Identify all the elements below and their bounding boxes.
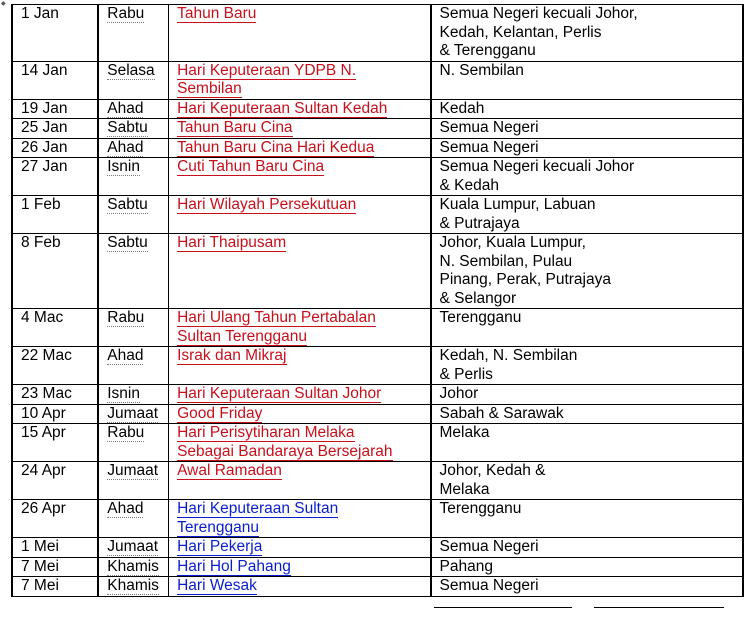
state-text: Johor, Kuala Lumpur, bbox=[439, 234, 586, 251]
states-cell bbox=[431, 138, 744, 158]
day-cell bbox=[98, 500, 168, 538]
table-row bbox=[12, 347, 743, 385]
holiday-name-link[interactable]: Hari Ulang Tahun Pertabalan bbox=[177, 309, 376, 326]
day-cell bbox=[98, 557, 168, 577]
table-row bbox=[12, 557, 743, 577]
state-text: N. Sembilan bbox=[439, 61, 524, 79]
day-cell bbox=[98, 138, 168, 158]
holiday-name-link[interactable]: Cuti Tahun Baru Cina bbox=[177, 158, 325, 175]
holiday-name-link[interactable]: Tahun Baru Cina Hari Kedua bbox=[177, 138, 375, 156]
holiday-name-link[interactable]: Hari Wesak bbox=[177, 577, 257, 594]
holiday-name-link[interactable]: Israk dan Mikraj bbox=[177, 347, 287, 364]
state-text: Kuala Lumpur, Labuan bbox=[439, 196, 596, 213]
day-label: Ahad bbox=[107, 99, 144, 117]
holiday-name-link[interactable]: Hari Keputeraan YDPB N. bbox=[177, 61, 357, 79]
states-cell bbox=[431, 309, 744, 347]
table-row bbox=[12, 234, 743, 309]
holiday-table bbox=[11, 4, 744, 597]
day-label: Khamis bbox=[107, 557, 159, 575]
states-cell bbox=[431, 577, 744, 597]
states-cell bbox=[431, 196, 744, 234]
date-cell: 27 Jan bbox=[12, 158, 98, 196]
date-cell: 25 Jan bbox=[12, 119, 98, 139]
day-cell bbox=[98, 347, 168, 385]
holiday-name-link[interactable]: Hari Hol Pahang bbox=[177, 557, 291, 575]
state-text: & Putrajaya bbox=[439, 214, 520, 232]
states-cell bbox=[431, 61, 744, 99]
holiday-name-cell bbox=[169, 500, 431, 538]
day-label: Ahad bbox=[107, 347, 144, 364]
date-cell: 10 Apr bbox=[12, 404, 98, 424]
date-cell: 24 Apr bbox=[12, 462, 98, 500]
day-cell bbox=[98, 538, 168, 558]
holiday-name-cell bbox=[169, 99, 431, 119]
table-row bbox=[12, 119, 743, 139]
day-label: Rabu bbox=[107, 424, 145, 441]
states-cell bbox=[431, 538, 744, 558]
state-text: Semua Negeri kecuali Johor, bbox=[439, 5, 638, 22]
holiday-name-cell bbox=[169, 196, 431, 234]
states-cell bbox=[431, 424, 744, 462]
state-text: Semua Negeri bbox=[439, 538, 539, 555]
divider bbox=[594, 607, 724, 608]
states-cell bbox=[431, 500, 744, 538]
states-cell bbox=[431, 557, 744, 577]
holiday-name-cell bbox=[169, 462, 431, 500]
states-cell bbox=[431, 99, 744, 119]
holiday-name-cell bbox=[169, 138, 431, 158]
date-cell: 7 Mei bbox=[12, 577, 98, 597]
holiday-name-cell bbox=[169, 61, 431, 99]
table-row bbox=[12, 158, 743, 196]
date-cell: 8 Feb bbox=[12, 234, 98, 309]
state-text: Kedah bbox=[439, 99, 485, 117]
states-cell bbox=[431, 385, 744, 405]
holiday-name-cell bbox=[169, 404, 431, 424]
day-cell bbox=[98, 196, 168, 234]
state-text: Pinang, Perak, Putrajaya bbox=[439, 271, 611, 288]
divider bbox=[434, 607, 572, 608]
day-label: Rabu bbox=[107, 5, 145, 22]
state-text: & Kedah bbox=[439, 176, 499, 194]
day-cell bbox=[98, 309, 168, 347]
day-cell bbox=[98, 158, 168, 196]
state-text: & Selangor bbox=[439, 289, 517, 307]
day-cell bbox=[98, 99, 168, 119]
holiday-name-link[interactable]: Sembilan bbox=[177, 80, 242, 97]
handle-dot-icon: ◆ bbox=[1, 1, 6, 7]
state-text: Semua Negeri bbox=[439, 138, 539, 156]
holiday-name-link[interactable]: Sultan Terengganu bbox=[177, 327, 307, 345]
holiday-name-link[interactable]: Sebagai Bandaraya Bersejarah bbox=[177, 442, 393, 460]
table-row bbox=[12, 61, 743, 99]
date-cell: 19 Jan bbox=[12, 99, 98, 119]
day-cell bbox=[98, 385, 168, 405]
table-row bbox=[12, 99, 743, 119]
day-label: Sabtu bbox=[107, 196, 148, 213]
holiday-name-cell bbox=[169, 557, 431, 577]
day-label: Jumaat bbox=[107, 404, 159, 422]
state-text: Kedah, N. Sembilan bbox=[439, 347, 578, 364]
holiday-name-cell bbox=[169, 158, 431, 196]
date-cell: 1 Jan bbox=[12, 5, 98, 62]
holiday-name-cell bbox=[169, 347, 431, 385]
selection-handle bbox=[0, 0, 6, 7]
state-text: Melaka bbox=[439, 480, 490, 498]
day-cell bbox=[98, 61, 168, 99]
day-label: Ahad bbox=[107, 138, 144, 156]
holiday-table-body bbox=[12, 5, 743, 597]
table-row bbox=[12, 462, 743, 500]
states-cell bbox=[431, 404, 744, 424]
state-text: & Perlis bbox=[439, 365, 493, 383]
state-text: Terengganu bbox=[439, 309, 522, 326]
day-label: Isnin bbox=[107, 158, 140, 175]
table-row bbox=[12, 577, 743, 597]
date-cell: 1 Feb bbox=[12, 196, 98, 234]
date-cell: 15 Apr bbox=[12, 424, 98, 462]
table-row bbox=[12, 5, 743, 62]
holiday-name-cell bbox=[169, 119, 431, 139]
holiday-name-link[interactable]: Hari Keputeraan Sultan bbox=[177, 500, 339, 517]
state-text: Sabah & Sarawak bbox=[439, 404, 564, 422]
state-text: Melaka bbox=[439, 424, 490, 441]
table-row bbox=[12, 385, 743, 405]
state-text: N. Sembilan, Pulau bbox=[439, 252, 573, 270]
states-cell bbox=[431, 158, 744, 196]
states-cell bbox=[431, 462, 744, 500]
table-row bbox=[12, 424, 743, 462]
date-cell: 22 Mac bbox=[12, 347, 98, 385]
state-text: Pahang bbox=[439, 557, 493, 575]
table-row bbox=[12, 138, 743, 158]
holiday-name-cell bbox=[169, 234, 431, 309]
holiday-name-link[interactable]: Awal Ramadan bbox=[177, 462, 282, 479]
holiday-name-link[interactable]: Hari Pekerja bbox=[177, 538, 263, 555]
holiday-name-link[interactable]: Hari Wilayah Persekutuan bbox=[177, 196, 357, 213]
day-label: Ahad bbox=[107, 500, 144, 517]
holiday-name-link[interactable]: Hari Keputeraan Sultan Kedah bbox=[177, 99, 388, 117]
date-cell: 26 Jan bbox=[12, 138, 98, 158]
holiday-name-link[interactable]: Hari Keputeraan Sultan Johor bbox=[177, 385, 382, 402]
date-cell: 7 Mei bbox=[12, 557, 98, 577]
day-cell bbox=[98, 5, 168, 62]
state-text: Semua Negeri bbox=[439, 119, 539, 136]
holiday-name-link[interactable]: Good Friday bbox=[177, 404, 263, 422]
day-label: Selasa bbox=[107, 61, 155, 79]
holiday-name-cell bbox=[169, 538, 431, 558]
date-cell: 26 Apr bbox=[12, 500, 98, 538]
date-cell: 14 Jan bbox=[12, 61, 98, 99]
day-cell bbox=[98, 234, 168, 309]
holiday-name-cell bbox=[169, 424, 431, 462]
day-cell bbox=[98, 404, 168, 424]
holiday-name-link[interactable]: Hari Perisytiharan Melaka bbox=[177, 424, 355, 441]
states-cell bbox=[431, 234, 744, 309]
day-label: Jumaat bbox=[107, 538, 159, 555]
state-text: Johor bbox=[439, 385, 479, 402]
state-text: & Terengganu bbox=[439, 42, 536, 59]
day-cell bbox=[98, 577, 168, 597]
holiday-name-cell bbox=[169, 309, 431, 347]
day-label: Sabtu bbox=[107, 119, 148, 136]
holiday-name-link[interactable]: Tahun Baru bbox=[177, 5, 257, 22]
state-text: Kedah, Kelantan, Perlis bbox=[439, 23, 602, 41]
holiday-name-link[interactable]: Hari Thaipusam bbox=[177, 234, 287, 251]
table-row bbox=[12, 500, 743, 538]
states-cell bbox=[431, 347, 744, 385]
table-row bbox=[12, 404, 743, 424]
holiday-name-cell bbox=[169, 5, 431, 62]
state-text: Semua Negeri bbox=[439, 577, 539, 594]
date-cell: 23 Mac bbox=[12, 385, 98, 405]
day-label: Khamis bbox=[107, 577, 159, 594]
date-cell: 4 Mac bbox=[12, 309, 98, 347]
day-cell bbox=[98, 462, 168, 500]
states-cell bbox=[431, 119, 744, 139]
state-text: Johor, Kedah & bbox=[439, 462, 546, 479]
states-cell bbox=[431, 5, 744, 62]
table-row bbox=[12, 538, 743, 558]
day-cell bbox=[98, 424, 168, 462]
day-label: Isnin bbox=[107, 385, 140, 402]
state-text: Semua Negeri kecuali Johor bbox=[439, 158, 635, 175]
holiday-name-cell bbox=[169, 385, 431, 405]
day-label: Sabtu bbox=[107, 234, 148, 251]
date-cell: 1 Mei bbox=[12, 538, 98, 558]
day-label: Rabu bbox=[107, 309, 145, 326]
day-label: Jumaat bbox=[107, 462, 159, 479]
holiday-name-cell bbox=[169, 577, 431, 597]
holiday-name-link[interactable]: Tahun Baru Cina bbox=[177, 119, 293, 136]
table-row bbox=[12, 309, 743, 347]
day-cell bbox=[98, 119, 168, 139]
table-row bbox=[12, 196, 743, 234]
state-text: Terengganu bbox=[439, 500, 522, 517]
holiday-name-link[interactable]: Terengganu bbox=[177, 518, 259, 536]
